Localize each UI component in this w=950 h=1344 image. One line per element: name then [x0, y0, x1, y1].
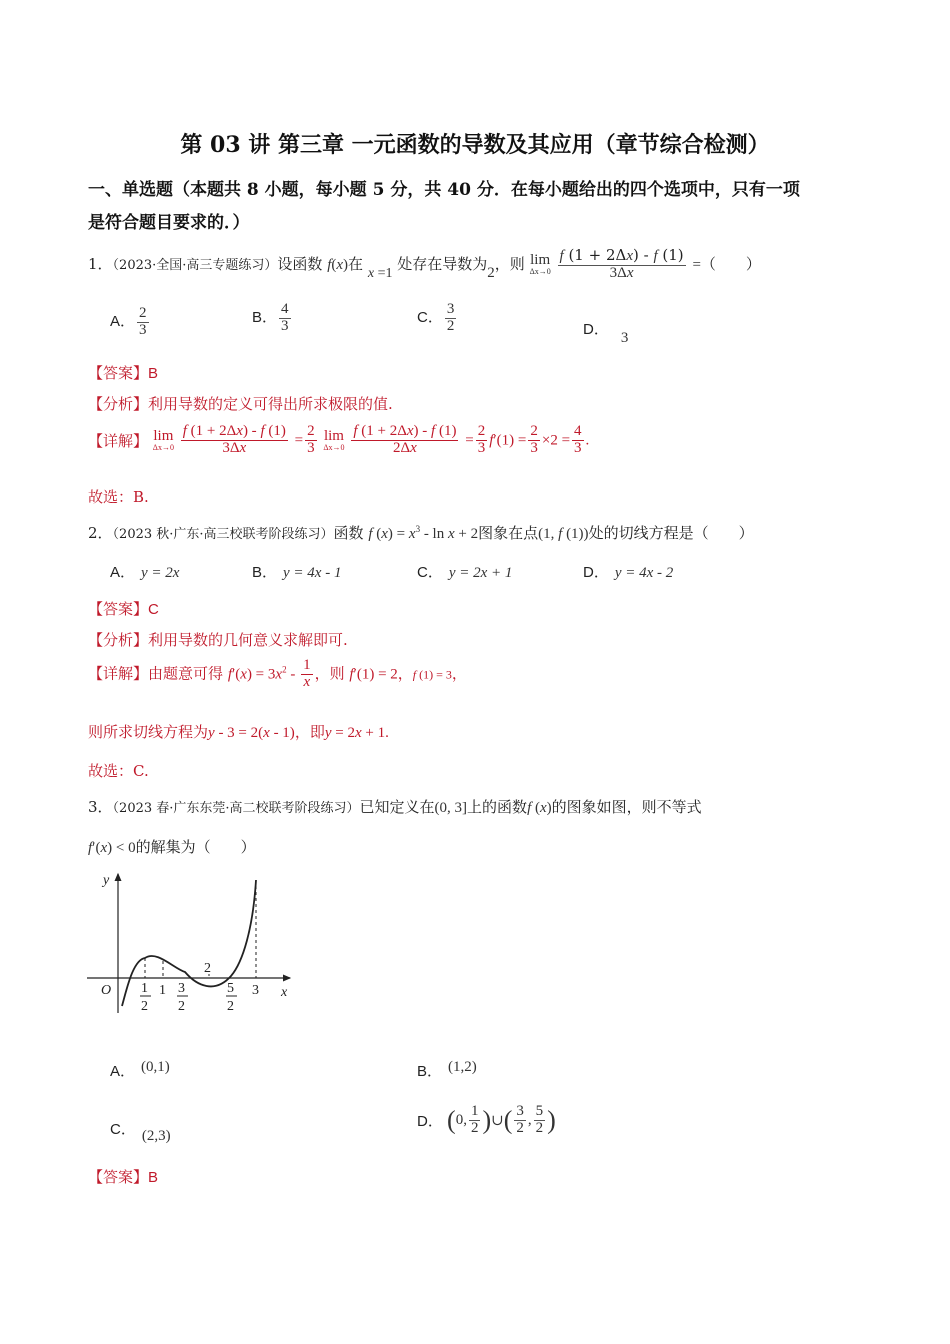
q2-option-c[interactable]: C． y = 2x + 1: [417, 564, 513, 581]
q2-answer: 【答案】C: [88, 600, 159, 618]
q2-detail-2: 则所求切线方程为y - 3 = 2(x - 1)，即y = 2x + 1.: [88, 723, 389, 741]
question-1-source: （2023·全国·高三专题练习）: [112, 257, 278, 273]
question-2-stem: 2．（2023 秋·广东·高三校联考阶段练习）函数 f $(x) = x^3 - \ln x + 2$图象在点(1, f (1))处的切线方程是（ ）: [88, 524, 754, 542]
function-graph: [85, 868, 295, 1016]
tick-5half-den: 2: [227, 999, 234, 1014]
section-heading-line1: 一、单选题（本题共 8 小题，每小题 5 分，共 40 分．在每小题给出的四个选项中，只有一项: [88, 180, 800, 200]
tick-half-num: 1: [141, 981, 148, 996]
section-heading-line2: 是符合题目要求的．）: [88, 213, 250, 233]
q3-option-b[interactable]: B． (1,2): [417, 1059, 477, 1080]
tick-2: 2: [204, 961, 211, 976]
page-title: 第 03 讲 第三章 一元函数的导数及其应用（章节综合检测）: [180, 132, 770, 158]
q1-option-c[interactable]: C． $\frac{3}{2}$: [417, 301, 455, 334]
tick-5half-num: 5: [227, 981, 234, 996]
q2-option-a[interactable]: A． y = 2x: [110, 564, 180, 581]
tick-half-den: 2: [141, 999, 148, 1014]
limit-expression: lim Δx→0: [529, 252, 551, 277]
q1-detail: 【详解】 lim Δx→0 $\frac{f (1 + 2\Delta x) - f (1)}{3\Delta x}$ = $\frac{2}{3}$ lim Δx→0 $\frac{f (1 + 2\Delta x) - f (1)}{2\Delta x}$ = $\frac{2}{3}$ f′(1) = $\frac{2}{3}$ ×2 = $\frac{4}{3}$ .: [88, 423, 590, 456]
q1-option-a[interactable]: A． $\frac{2}{3}$: [110, 305, 147, 338]
q3-option-a[interactable]: A． (0,1): [110, 1059, 170, 1080]
q2-analysis: 【分析】利用导数的几何意义求解即可.: [88, 631, 348, 649]
tick-3half-num: 3: [178, 981, 185, 996]
q1-answer: 【答案】B: [88, 364, 159, 382]
q1-option-d[interactable]: D． 3: [583, 321, 629, 346]
question-1-number: 1．: [88, 254, 113, 273]
x-axis-label: x: [281, 985, 288, 1000]
q2-option-b[interactable]: B． y = 4x - 1: [252, 564, 342, 581]
q2-conclusion: 故选：C.: [88, 762, 149, 780]
tick-3: 3: [252, 983, 259, 998]
q1-option-b[interactable]: B． $\frac{4}{3}$: [252, 301, 289, 334]
q1-conclusion: 故选：B.: [88, 488, 149, 506]
q3-option-d[interactable]: D． (0, $\frac{1}{2}$ )∪( $\frac{3}{2}$ , $\frac{5}{2}$ ): [417, 1103, 556, 1136]
q2-detail-1: 【详解】由题意可得 $f'(x) = 3x^2$ - $\frac{1}{x}$ ，则 f′(1) = 2，f (1) = 3，: [88, 657, 467, 690]
q3-answer: 【答案】B: [88, 1168, 159, 1186]
q2-option-d[interactable]: D． y = 4x - 2: [583, 564, 674, 581]
y-axis-label: y: [103, 873, 110, 888]
tick-1: 1: [159, 983, 166, 998]
q1-analysis: 【分析】利用导数的定义可得出所求极限的值.: [88, 395, 393, 413]
question-3-stem: 3．（2023 春·广东东莞·高二校联考阶段练习）已知定义在(0, 3]上的函数f (x)的图象如图，则不等式: [88, 798, 702, 816]
question-3-stem-2: f′(x) < 0的解集为（ ）: [88, 838, 256, 856]
question-1-stem: 1．（2023·全国·高三专题练习）设函数 f(x)在 x =1 处存在导数为2，则 lim Δx→0 $\frac{f (1 + 2\Delta x) - f (1)}{3\Delta x}$ =（ ）: [88, 246, 761, 281]
origin-label: O: [101, 983, 112, 998]
tick-3half-den: 2: [178, 999, 185, 1014]
limit-fraction: $\frac{f (1 + 2\Delta x) - f (1)}{3\Delta x}$: [559, 246, 684, 281]
question-3-number: 3．: [88, 798, 113, 816]
q3-option-c[interactable]: C． (2,3): [110, 1121, 171, 1144]
math-f-x: f: [327, 256, 332, 273]
question-2-number: 2．: [88, 524, 113, 542]
